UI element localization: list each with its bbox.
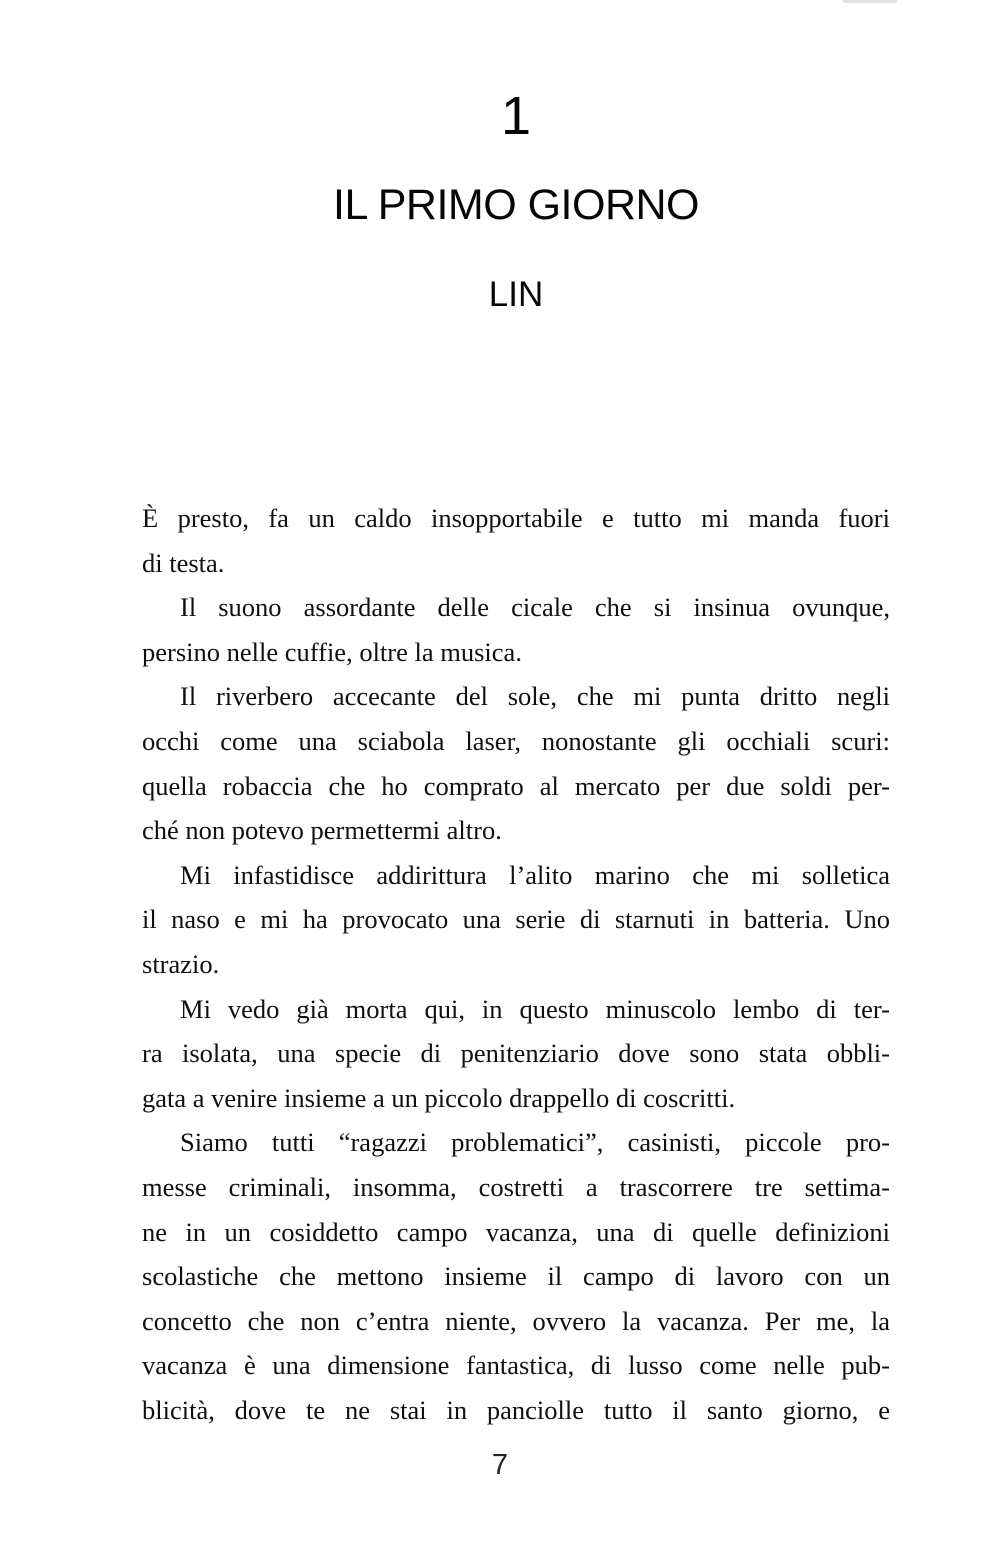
text-line: Il riverbero accecante del sole, che mi punta dritto negli <box>180 681 890 712</box>
text-line: gata a venire insieme a un piccolo drappello di coscritti. <box>142 1082 736 1113</box>
text-line: messe criminali, insomma, costretti a trascorrere tre settima- <box>142 1171 890 1202</box>
text-line: È presto, fa un caldo insopportabile e tutto mi manda fuori <box>142 503 890 533</box>
body-text <box>142 496 890 1432</box>
text-line: Siamo tutti “ragazzi problematici”, casinisti, piccole pro- <box>180 1127 890 1158</box>
text-line: blicità, dove te ne stai in panciolle tutto il santo giorno, e <box>142 1394 890 1425</box>
text-line: concetto che non c’entra niente, ovvero la vacanza. Per me, la <box>142 1305 890 1336</box>
text-line: Mi vedo già morta qui, in questo minuscolo lembo di ter- <box>180 993 890 1024</box>
text-line: Il suono assordante delle cicale che si insinua ovunque, <box>180 592 890 623</box>
top-edge-mark <box>843 0 897 3</box>
text-line: scolastiche che mettono insieme il campo di lavoro con un <box>142 1261 890 1292</box>
text-line: di testa. <box>142 547 225 578</box>
text-line: quella robaccia che ho comprato al mercato per due soldi per- <box>142 770 890 801</box>
chapter-title: IL PRIMO GIORNO <box>333 181 699 229</box>
text-line: occhi come una sciabola laser, nonostante gli occhiali scuri: <box>142 725 890 756</box>
chapter-number: 1 <box>500 86 532 146</box>
text-line: ché non potevo permettermi altro. <box>142 815 502 846</box>
chapter-subtitle: LIN <box>488 275 544 314</box>
text-line: persino nelle cuffie, oltre la musica. <box>142 636 522 667</box>
text-line: Mi infastidisce addirittura l’alito marino che mi solletica <box>180 859 890 890</box>
text-line: vacanza è una dimensione fantastica, di lusso come nelle pub- <box>142 1350 890 1381</box>
text-line: strazio. <box>142 948 220 979</box>
text-line: ra isolata, una specie di penitenziario dove sono stata obbli- <box>142 1038 890 1069</box>
page-number: 7 <box>491 1449 509 1481</box>
text-line: il naso e mi ha provocato una serie di starnuti in batteria. Uno <box>142 904 890 935</box>
text-line: ne in un cosiddetto campo vacanza, una di quelle definizioni <box>142 1216 890 1247</box>
